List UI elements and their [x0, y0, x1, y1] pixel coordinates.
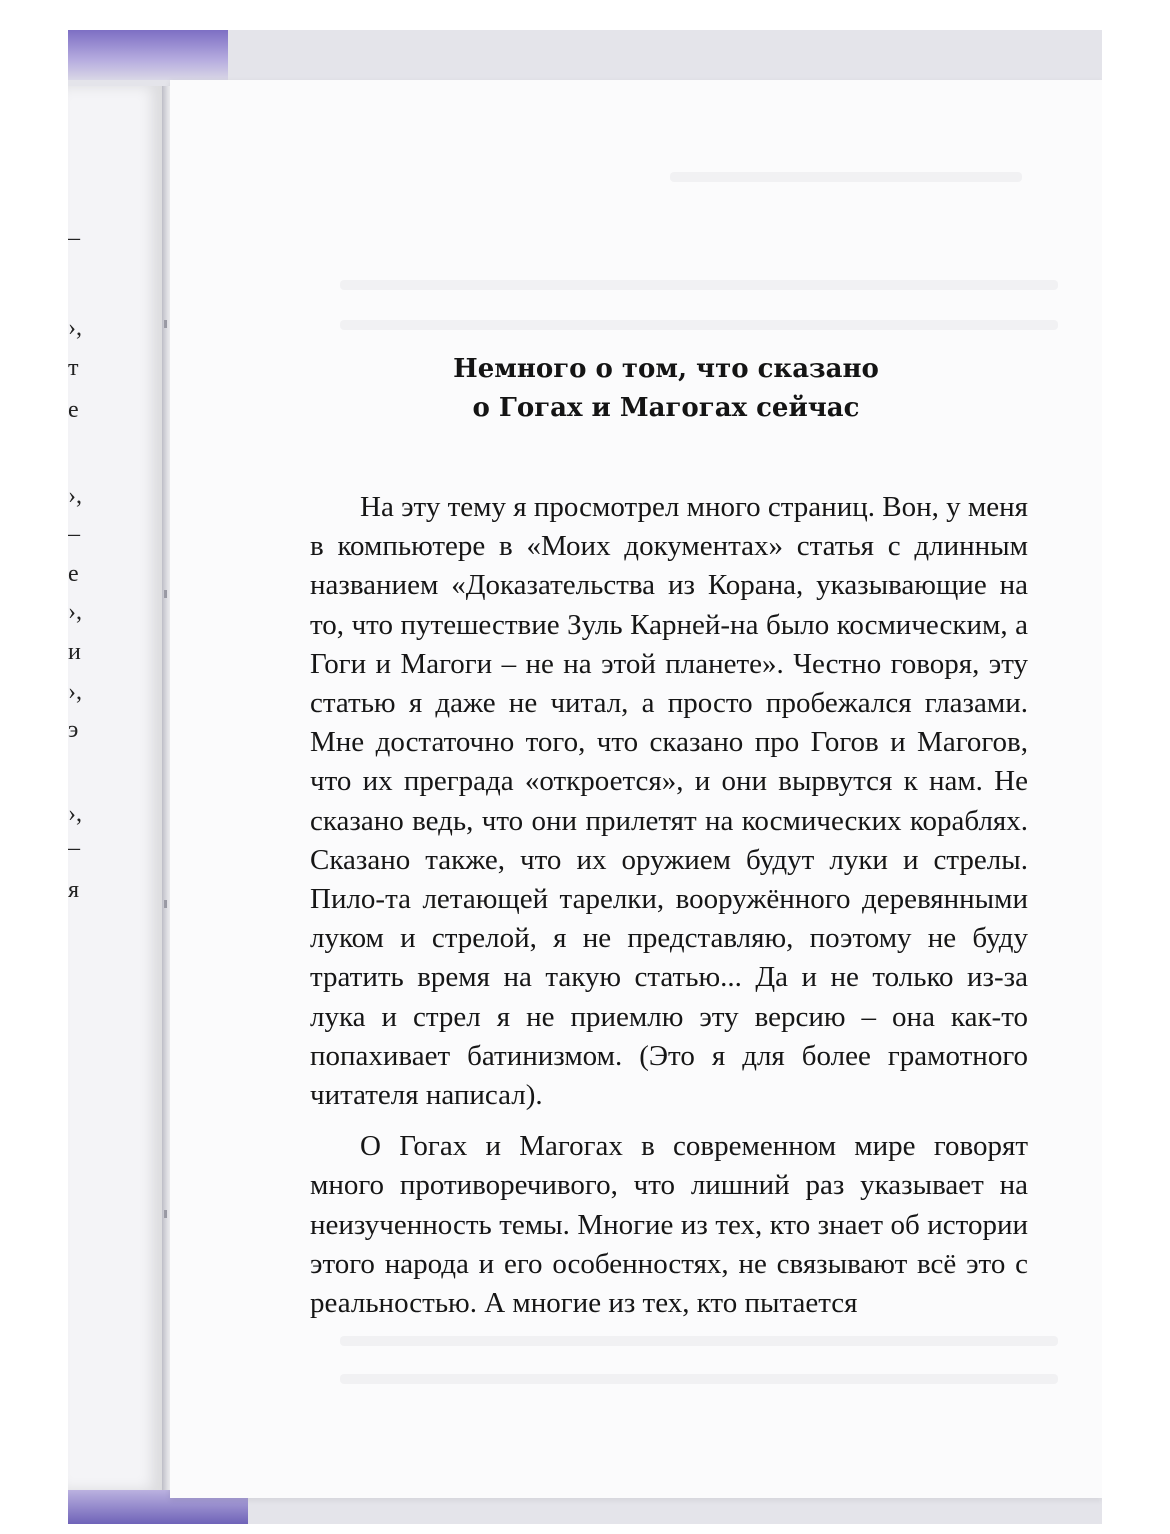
binding-stitch: [164, 1210, 167, 1218]
left-page-fragment: ›,: [68, 315, 82, 341]
page-content: [310, 350, 1100, 1335]
binding-stitch: [164, 590, 167, 598]
left-page-fragment: я: [68, 877, 80, 903]
left-page-fragment: –: [68, 225, 80, 251]
body-paragraph: О Гогах и Магогах в современном мире говорят много противоречивого, что лишний раз указывает на неизученность темы. Многие из тех, кто знает об истории этого народа и его особенностях, не связывают всё это с реальностью. А многие из тех, кто пытается: [310, 1130, 1028, 1320]
show-through-text: [340, 1336, 1058, 1346]
left-page-fragment: ›,: [68, 599, 82, 625]
left-page-fragment: –: [68, 521, 80, 547]
binding-stitch: [164, 900, 167, 908]
left-page-fragment: э: [68, 717, 79, 743]
book-cover-top: [68, 30, 228, 80]
chapter-heading: [310, 350, 1100, 428]
chapter-heading-line-2: о Гогах и Магогах сейчас: [472, 393, 860, 423]
book-spine: [162, 86, 170, 1490]
left-page-fragment: ›,: [68, 801, 82, 827]
left-page-text-fragments: [68, 86, 162, 1490]
chapter-heading-line-1: Немного о том, что сказано: [453, 354, 879, 384]
left-page-fragment: т: [68, 355, 79, 381]
book-photo: [68, 30, 1102, 1524]
body-paragraph: На эту тему я просмотрел много страниц. Вон, у меня в компьютере в «Моих документах» статья с длинным названием «Доказательства из Корана, указывающие на то, что путешествие Зуль Карней-на было космическим, а Гоги и Магоги – не на этой планете». Честно говоря, эту статью я даже не читал, а просто пробежался глазами. Мне достаточно того, что сказано про Гогов и Магогов, что их преграда «откроется», и они вырвутся к нам. Не сказано ведь, что они прилетят на космических кораблях. Сказано также, что их оружием будут луки и стрелы. Пило-та летающей тарелки, вооружённого деревянными луком и стрелой, я не представляю, поэтому не буду тратить время на такую статью... Да и не только из-за лука и стрел я не приемлю эту версию – она как-то попахивает батинизмом. (Это я для более грамотного читателя написал).: [310, 491, 1028, 1112]
show-through-text: [670, 172, 1022, 182]
show-through-text: [340, 1374, 1058, 1384]
left-page: [68, 86, 162, 1490]
left-page-fragment: ›,: [68, 679, 82, 705]
show-through-text: [340, 320, 1058, 330]
left-page-fragment: е: [68, 397, 79, 423]
binding-stitch: [164, 320, 167, 328]
left-page-fragment: ›,: [68, 483, 82, 509]
left-page-fragment: и: [68, 639, 81, 665]
left-page-fragment: –: [68, 835, 80, 861]
left-page-fragment: е: [68, 561, 79, 587]
show-through-text: [340, 280, 1058, 290]
right-page: [170, 80, 1102, 1498]
